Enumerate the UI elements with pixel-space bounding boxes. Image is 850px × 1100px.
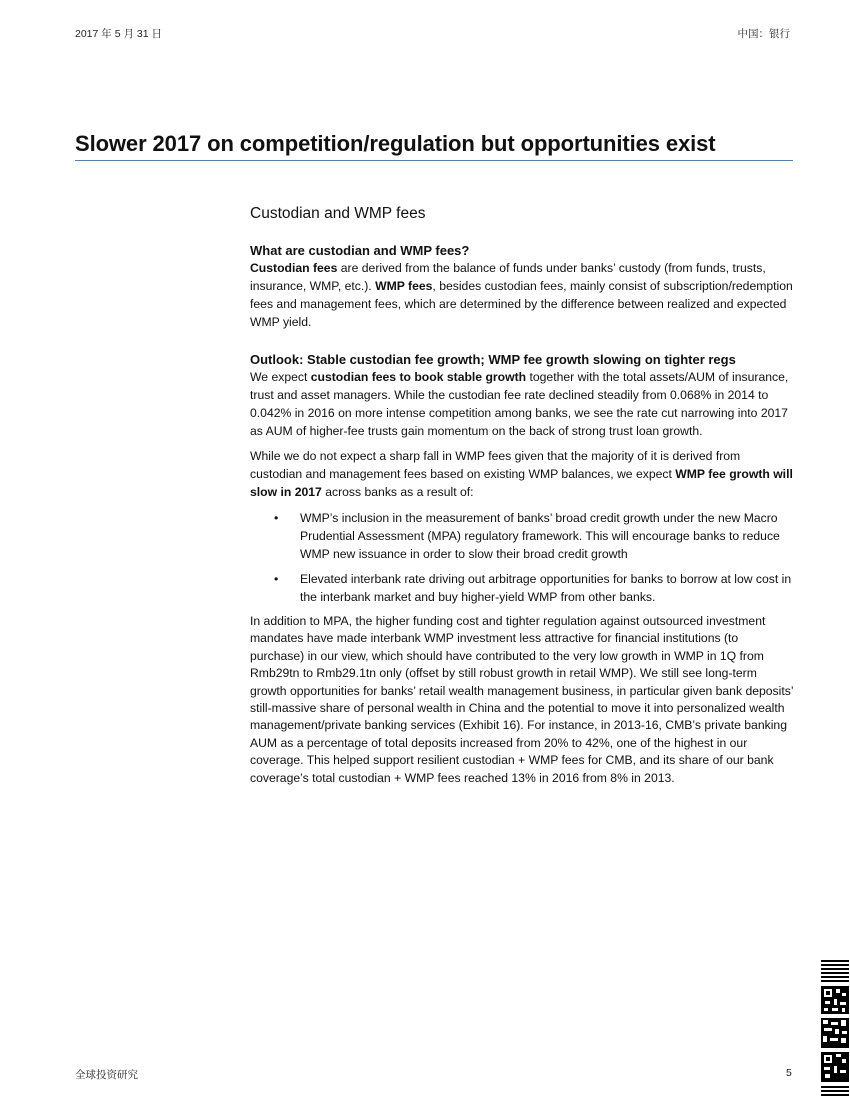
q1-bold-wmp: WMP fees <box>375 279 433 293</box>
outlook-p1-bold: custodian fees to book stable growth <box>310 370 527 384</box>
outlook-p2-bold: WMP fee growth will slow in 2017 <box>250 467 793 499</box>
page-title: Slower 2017 on competition/regulation but opportunities exist <box>75 131 716 156</box>
outlook-p2-text-a: While we do not expect a sharp fall in WMP fees given that the majority of it is derived from custodian and management fees based on existing WMP balances, we expect <box>250 449 741 481</box>
outlook-paragraph-2 <box>250 447 795 501</box>
bullet-icon: • <box>274 572 279 586</box>
q1-paragraph <box>250 259 795 331</box>
footer-label: 全球投资研究 <box>75 1069 138 1081</box>
q1-heading: What are custodian and WMP fees? <box>250 243 470 258</box>
bullet-icon: • <box>274 511 279 525</box>
page-number: 5 <box>786 1067 792 1079</box>
title-divider <box>75 160 793 161</box>
q1-bold-custodian: Custodian fees <box>250 261 338 275</box>
q1-text-2: , besides custodian fees, mainly consist of subscription/redemption fees and management fees, which are determined by the difference between realized and expected WMP yield. <box>250 279 793 329</box>
outlook-p1-text-b: together with the total assets/AUM of insurance, trust and asset managers. While the custodian fee rate declined steadily from 0.068% in 2014 to 0.042% in 2016 on more intense competition among banks, we see the rate cut narrowing into 2017 as AUM of higher-fee trusts gain momentum on the back of strong trust loan growth. <box>250 370 789 438</box>
main-content <box>250 205 795 787</box>
outlook-p1-text-a: We expect <box>250 370 311 384</box>
reasons-list <box>250 509 795 606</box>
header-date: 2017 年 5 月 31 日 <box>75 28 162 40</box>
qr-code-icon <box>820 958 850 1100</box>
list-item <box>250 509 795 563</box>
outlook-heading: Outlook: Stable custodian fee growth; WMP fee growth slowing on tighter regs <box>250 352 736 367</box>
bullet-text: WMP’s inclusion in the measurement of banks’ broad credit growth under the new Macro Prudential Assessment (MPA) regulatory framework. This will encourage banks to reduce WMP new issuance in order to slow their broad credit growth <box>300 511 780 561</box>
q1-text-1: are derived from the balance of funds under banks’ custody (from funds, trusts, insurance, WMP, etc.). <box>250 261 766 293</box>
bullet-text: Elevated interbank rate driving out arbitrage opportunities for banks to borrow at low cost in the interbank market and buy higher-yield WMP from other banks. <box>300 572 792 604</box>
outlook-paragraph-1 <box>250 368 795 440</box>
list-item <box>250 570 795 606</box>
header-category: 中国：银行 <box>737 28 790 40</box>
outlook-paragraph-3: In addition to MPA, the higher funding cost and tighter regulation against outsourced investment mandates have made interbank WMP investment less attractive for financial institutions (to purchase) in our view, which should have contributed to the very low growth in WMP in 1Q from Rmb29tn to Rmb29.1tn only (offset by still robust growth in retail WMP). We still see long-term growth opportunities for banks’ retail wealth management business, in particular given bank deposits’ still-massive share of personal wealth in China and the potential to move it into personalized wealth management/private banking services (Exhibit 16). For instance, in 2013-16, CMB’s private banking AUM as a percentage of total deposits increased from 20% to 42%, one of the highest in our coverage. This helped support resilient custodian + WMP fees for CMB, and its share of our bank coverage’s total custodian + WMP fees reached 13% in 2016 from 8% in 2013. <box>250 614 794 785</box>
outlook-p2-text-b: across banks as a result of: <box>321 485 474 499</box>
section-heading: Custodian and WMP fees <box>250 205 426 222</box>
